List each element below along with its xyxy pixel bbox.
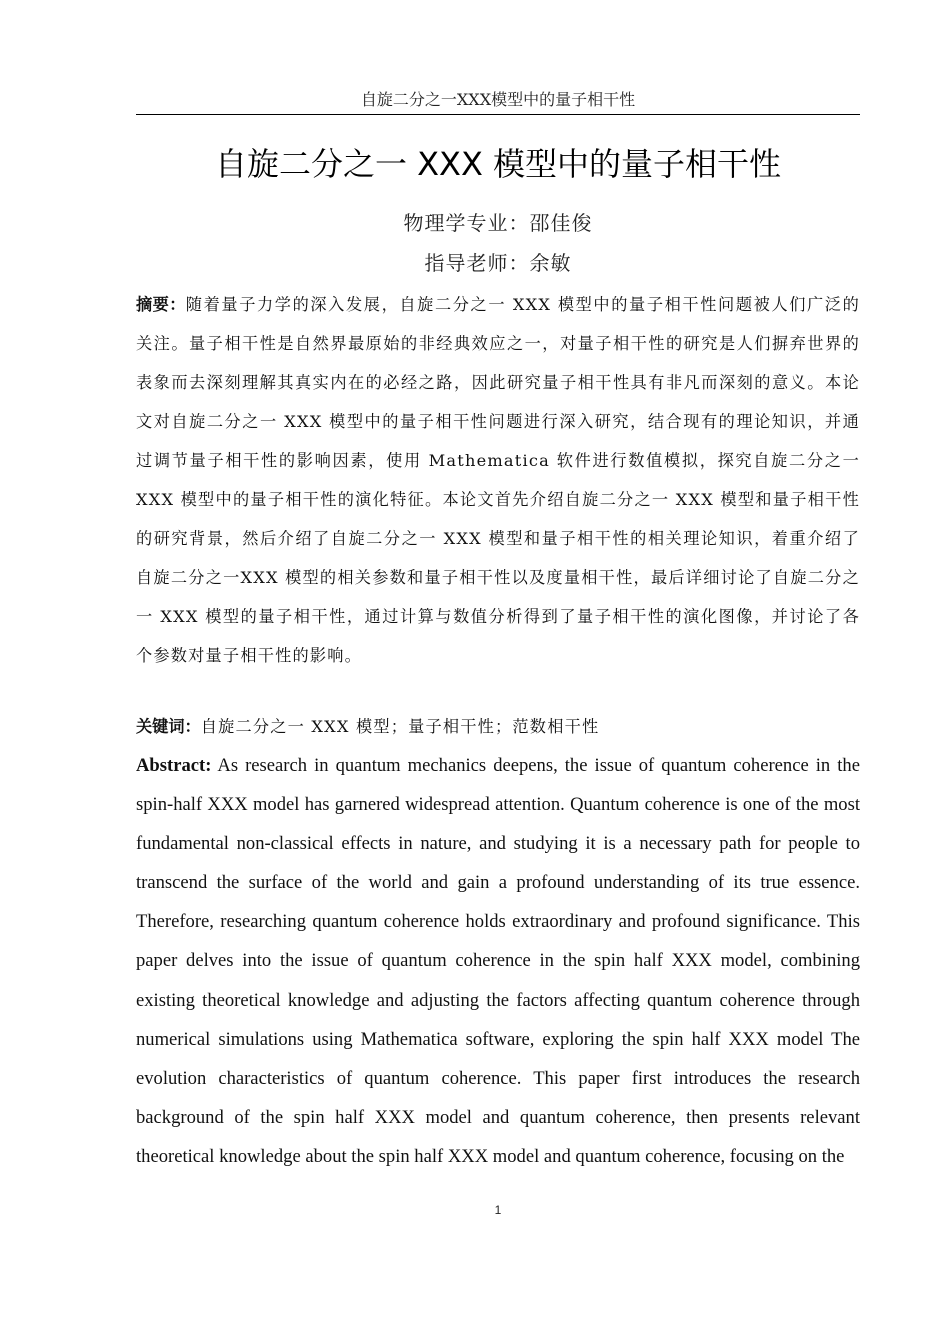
advisor-line: 指导老师：余敏 <box>424 251 572 275</box>
header-divider <box>136 114 860 115</box>
abstract-cn-label: 摘要： <box>136 295 186 314</box>
page-number: 1 <box>494 1203 502 1217</box>
abstract-cn-text: 随着量子力学的深入发展，自旋二分之一 XXX 模型中的量子相干性问题被人们广泛的关注。量子相干性是自然界最原始的非经典效应之一，对量子相干性的研究是人们摒弃世界的表象而去深刻理解其真实内在的必经之路，因此研究量子相干性具有非凡而深刻的意义。本论文对自旋二分之一 XXX 模型中的量子相干性问题进行深入研究，结合现有的理论知识，并通过调节量子相干性的影响因素，使用 Mathematica 软件进行数值模拟，探究自旋二分之一 XXX 模型中的量子相干性的演化特征。本论文首先介绍自旋二分之一 XXX 模型和量子相干性的研究背景，然后介绍了自旋二分之一 XXX 模型和量子相干性的相关理论知识，着重介绍了自旋二分之一XXX 模型的相关参数和量子相干性以及度量相干性，最后详细讨论了自旋二分之一 XXX 模型的量子相干性，通过计算与数值分析得到了量子相干性的演化图像，并讨论了各个参数对量子相干性的影响。 <box>136 295 860 665</box>
keywords-cn <box>136 712 860 742</box>
running-header: 自旋二分之一XXX模型中的量子相干性 <box>360 90 636 109</box>
abstract-cn <box>136 285 860 675</box>
abstract-en-label: Abstract: <box>136 755 212 776</box>
abstract-en <box>136 746 860 1176</box>
keywords-cn-text: 自旋二分之一 XXX 模型；量子相干性；范数相干性 <box>200 717 600 736</box>
abstract-en-text: As research in quantum mechanics deepens, the issue of quantum coherence in the spin-half XXX model has garnered widespread attention. Quantum coherence is one of the most fundamental non-classical effects in nature, and studying it is a necessary path for people to transcend the surface of the world and gain a profound understanding of its true essence. Therefore, researching quantum coherence holds extraordinary and profound significance. This paper delves into the issue of quantum coherence in the spin half XXX model, combining existing theoretical knowledge and adjusting the factors affecting quantum coherence through numerical simulations using Mathematica software, exploring the spin half XXX model The evolution characteristics of quantum coherence. This paper first introduces the research background of the spin half XXX model and quantum coherence, then presents relevant theoretical knowledge about the spin half XXX model and quantum coherence, focusing on the <box>136 755 860 1167</box>
author-major-line: 物理学专业：邵佳俊 <box>403 211 593 235</box>
keywords-cn-label: 关键词： <box>136 717 201 736</box>
paper-title: 自旋二分之一 XXX 模型中的量子相干性 <box>214 145 782 183</box>
